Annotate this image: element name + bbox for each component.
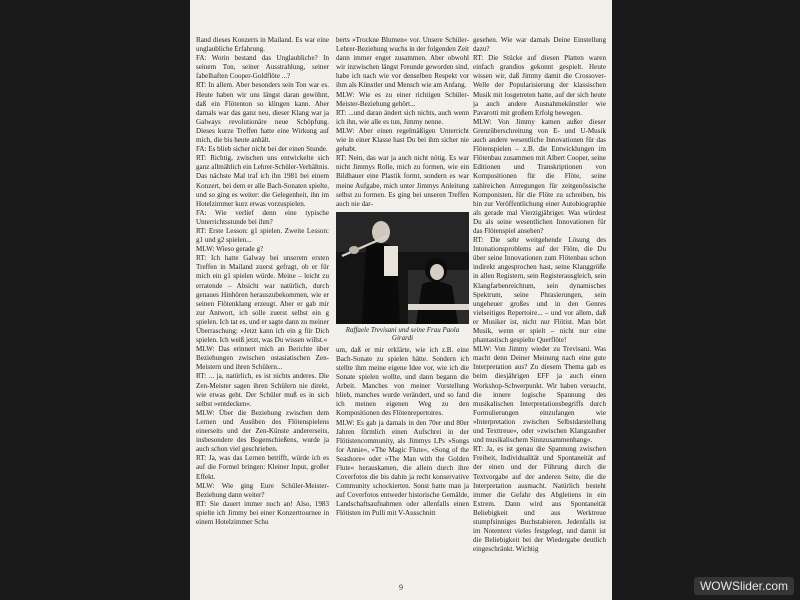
photo-illustration xyxy=(336,212,469,324)
paragraph: gesehen. Wie war damals Deine Einstellung dazu? xyxy=(473,36,606,54)
paragraph: RT: Erste Lesson: g1 spielen. Zweite Lesson: g1 und g2 spielen... xyxy=(196,226,329,245)
paragraph: MLW: Über die Beziehung zwischen dem Lernen und Ausüben des Flötenspielens einerseits und der Zen-Künste andererseits, insbesondere des Bogenschießens, wurde ja auch schon viel geschrieben. xyxy=(196,408,329,454)
watermark-link[interactable]: WOWSlider.com xyxy=(694,577,794,595)
magazine-page xyxy=(190,0,612,600)
paragraph: FA: Wie verlief denn eine typische Unterrichtsstunde bei ihm? xyxy=(196,208,329,226)
paragraph: FA: Worin bestand das Unglaubliche? In seinem Ton, seiner Ausstrahlung, seiner fabelhaften Cooper-Goldflöte ...? xyxy=(196,54,329,81)
photo-caption: Raffaele Trevisani und seine Frau Paola Girardi xyxy=(345,325,460,343)
paragraph: RT: Die Stücke auf diesen Platten waren einfach grandios gekonnt gespielt. Heute wissen wir, daß Jimmy damit die Crossover-Welle der Popularisierung der klassischen Musik mit losgetreten hatte, auf der sich heute ja auch andere Ausnahmekünstler wie Pavarotti mit großem Erfolg bewegen. xyxy=(473,54,606,117)
pianist-body xyxy=(416,281,458,324)
paragraph: RT: Sie dauert immer noch an! Also, 1983 spielte ich Jimmy bei einer Konzerttournee in einem Hotelzimmer Schu xyxy=(196,499,329,526)
paragraph: MLW: Aber einen regelmäßigen Unterricht wie in einer Klasse hast Du bei ihm sicher nie gehabt. xyxy=(336,126,469,154)
paragraph: berts »Trockne Blumen« vor. Unsere Schüler-Lehrer-Beziehung wuchs in der folgenden Zeit dann immer enger zusammen. Aber obwohl wir inzwischen längst Freunde geworden sind, habe ich nach wie vor denselben Respekt vor ihm als Künstler und Mensch wie am Anfang. xyxy=(336,36,469,90)
paragraph: MLW: Wie ging Eure Schüler-Meister-Beziehung dann weiter? xyxy=(196,481,329,499)
paragraph: MLW: Wie es zu einer richtigen Schüler-Meister-Beziehung gehört... xyxy=(336,90,469,108)
paragraph: RT: Die sehr weitgehende Lösung des Intonationsproblems auf der Flöte, die Du über seine Innovationen zum Flötenbau schon indirekt angesprochen hast, seine Klanggröße in allen Registern, sein Registerausgleich, sein Klangfarbenreichtum, sein dynamisches Spektrum, seine Phrasierungen, sein ungeheuer großes und in den Genres vielseitiges Repertoire... – und vor allem, daß er Musiker ist, nicht nur Flötist. Man hört Musik, wenn er spielt – nicht nur eine phantastisch gespielte Querflöte! xyxy=(473,236,606,345)
page-number: 9 xyxy=(399,583,403,592)
paragraph: RT: ...und daran ändert sich nichts, auch wenn ich ihn, wie alle es tun, Jimmy nenne. xyxy=(336,108,469,126)
paragraph: RT: Ja, was das Lernen betrifft, würde ich es auf die Formel bringen: Kleiner Input, großer Effekt. xyxy=(196,454,329,481)
text-column-2 xyxy=(336,36,469,581)
paragraph: RT: In allem. Aber besonders sein Ton war es. Heute haben wir uns längst daran gewöhnt, daß ein Flötenton so klingen kann. Aber damals war das ganz neu, dieser Klang war ja Galways revolutionäre neue Schöpfung. Dieses kurze Treffen hatte eine Wirkung auf mich, die bis heute anhält. xyxy=(196,81,329,145)
paragraph: MLW: Von Jimmy wieder zu Trevisani. Was macht denn Deiner Meinung nach eine gute Interpretation aus? Zu diesem Thema gab es beim diesjährigen EFF ja auch einen Workshop-Schwerpunkt. Wir haben versucht, die innere logische Spannung des musikalischen Interpretationsbegriffs durch Formulierungen einzufangen wie »Interpretation zwischen Selbstdarstellung und Texttreue«, oder »zwischen Klangzauber und musikalischem Sinnzusammenhang«. xyxy=(473,345,606,445)
paragraph: MLW: Es gab ja damals in den 70er und 80er Jahren förmlich einen Aufschrei in der Flötistencommunity, als Jimmys LPs »Songs for Annie«, »The Magic Flute«, »Song of the Seashore« oder »The Man with the Golden Flute« herauskamen, die allein durch ihre Coverfotos die bis dahin ja recht konservative Community schockierten. Sonst hatte man ja auf Coverfotos entweder historische Gemälde, Landschaftsaufnahmen oder allenfalls einen Flötisten im Pulli mit V-Ausschnitt xyxy=(336,418,469,518)
paragraph: RT: ... ja, natürlich, es ist nichts anderes. Die Zen-Meister sagen ihren Schülern nie direkt, wie etwas geht. Der Schüler muß es in sich selbst »entdecken«. xyxy=(196,372,329,408)
paragraph: MLW: Wieso gerade g? xyxy=(196,245,264,254)
piano-keys xyxy=(408,304,469,310)
paragraph: Rand dieses Konzerts in Mailand. Es war eine unglaubliche Erfahrung. xyxy=(196,36,329,54)
paragraph: MLW: Von Jimmy kamen außer dieser Grenzüberschreitung von E- und U-Musik auch andere wesentliche Innovationen für das Flötenspielen – z.B. die Entwicklungen im Flötenbau zusammen mit Albert Cooper, seine Editionen und Transkriptionen von Kompositionen für die Flöte, seine zahlreichen Anregungen für zeitgenössische Komponisten, für die Flöte zu schreiben, bis hin zur Veröffentlichung einer Autobiographie als gerade mal Vierzigjähriger. Was würdest Du als seine wesentlichen Innovationen für das Flötenspiel ansehen? xyxy=(473,117,606,235)
text-column-3 xyxy=(473,36,606,581)
paragraph: MLW: Das erinnert mich an Berichte über Beziehungen zwischen ostasiatischen Zen-Meistern und ihren Schülern... xyxy=(196,345,329,372)
paragraph: RT: Richtig, zwischen uns entwickelte sich ganz allmählich ein Lehrer-Schüler-Verhältnis. Das nächste Mal traf ich ihn 1981 bei einem Konzert, bei dem er alle Bach-Sonaten spielte, und so ging es weiter: die Gelegenheit, ihn im Hotelzimmer kurz etwas vorzuspielen. xyxy=(196,154,329,208)
photo-flutist-and-pianist xyxy=(336,212,469,324)
paragraph: um, daß er mir erklärte, wie ich z.B. eine Bach-Sonate zu spielen hätte. Sondern ich stellte ihm meine eigene Idee vor, wie ich die Sonate spielen wollte, und dann begann die Arbeit. Manches von meiner Vorstellung blieb, manches wurde verändert, und so fand ich meinen eigenen Weg zu den Kompositionen des Flötenrepertoires. xyxy=(336,345,469,418)
paragraph: RT: Nein, das war ja auch nicht nötig. Es war nicht Jimmys Rolle, mich zu formen, wie ein Bildhauer eine Plastik formt, sondern es war meine Aufgabe, mich unter Jimmys Anleitung selbst zu formen. Es ging bei unseren Treffen auch nie dar- xyxy=(336,154,469,208)
paragraph: FA: Es blieb sicher nicht bei der einen Stunde. xyxy=(196,145,328,154)
flutist-shirt xyxy=(384,246,398,276)
running-header xyxy=(190,0,612,14)
text-column-1 xyxy=(196,36,329,581)
paragraph: RT: Ich hatte Galway bei unserem ersten Treffen in Mailand zuerst gefragt, ob er für mich ein g1 spielen würde. Meine – leicht zu erratende – Absicht war natürlich, durch genaues Hinhören herauszubekommen, wie er seinen Flötenklang erzeugt. Aber er gab mir zur Antwort, ich solle zuerst selbst ein g spielen. Ich tat es, und er sagte dann zu meiner Überraschung: »Jetzt kann ich ein g für Dich spielen. Ich weiß jetzt, was Du wissen willst.« xyxy=(196,254,329,345)
pianist-face xyxy=(430,264,444,280)
paragraph: RT: Ja, es ist genau die Spannung zwischen Freiheit, Individualität und Spontaneität auf der einen und der Führung durch die Textvorgabe auf der anderen Seite, die die Interpretation ausmacht. Natürlich besteht immer die Gefahr des Abgleitens in ein Extrem. Dann wird aus Spontaneität Beliebigkeit und aus Werktreue stumpfsinniges Buchstabieren. Jedenfalls ist im Notentext vieles festgelegt, und damit ist die Beliebigkeit bei der Wiedergabe deutlich eingeschränkt. Wichtig xyxy=(473,445,606,554)
